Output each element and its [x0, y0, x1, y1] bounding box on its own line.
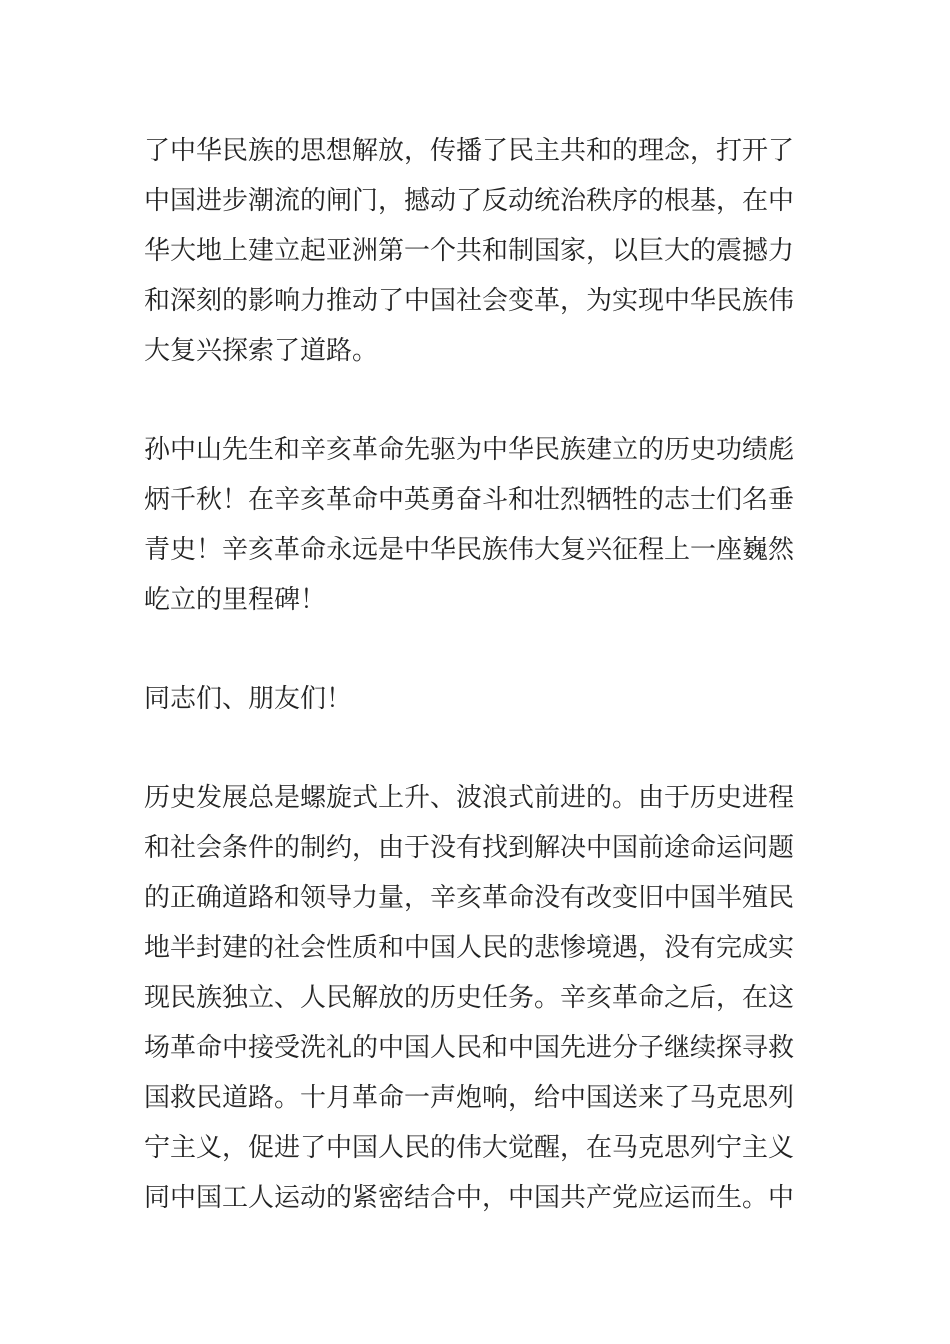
text-line: 同志们、朋友们！ [144, 684, 353, 714]
text-line: 华大地上建立起亚洲第一个共和制国家，以巨大的震撼力 [144, 236, 795, 266]
text-line: 和社会条件的制约，由于没有找到解决中国前途命运问题 [144, 833, 795, 863]
text-line: 中国进步潮流的闸门，撼动了反动统治秩序的根基，在中 [144, 186, 795, 216]
text-line: 炳千秋！在辛亥革命中英勇奋斗和壮烈牺牲的志士们名垂 [144, 485, 795, 515]
text-line: 孙中山先生和辛亥革命先驱为中华民族建立的历史功绩彪 [144, 435, 795, 465]
text-line: 现民族独立、人民解放的历史任务。辛亥革命之后，在这 [144, 983, 795, 1013]
text-line: 场革命中接受洗礼的中国人民和中国先进分子继续探寻救 [144, 1033, 795, 1063]
text-line: 大复兴探索了道路。 [144, 336, 379, 366]
text-line: 了中华民族的思想解放，传播了民主共和的理念，打开了 [144, 136, 795, 166]
text-line: 历史发展总是螺旋式上升、波浪式前进的。由于历史进程 [144, 783, 795, 813]
paragraph-2 [144, 425, 806, 625]
text-line: 国救民道路。十月革命一声炮响，给中国送来了马克思列 [144, 1083, 795, 1113]
text-line: 和深刻的影响力推动了中国社会变革，为实现中华民族伟 [144, 286, 795, 316]
text-line: 地半封建的社会性质和中国人民的悲惨境遇，没有完成实 [144, 933, 795, 963]
paragraph-spacer [144, 625, 806, 674]
paragraph-spacer [144, 376, 806, 425]
paragraph-spacer [144, 724, 806, 773]
text-line: 青史！辛亥革命永远是中华民族伟大复兴征程上一座巍然 [144, 535, 795, 565]
text-line: 宁主义，促进了中国人民的伟大觉醒，在马克思列宁主义 [144, 1133, 795, 1163]
document-body [144, 126, 806, 1223]
paragraph-3-greeting [144, 674, 806, 724]
text-line: 屹立的里程碑！ [144, 585, 327, 615]
text-line: 的正确道路和领导力量，辛亥革命没有改变旧中国半殖民 [144, 883, 795, 913]
paragraph-4 [144, 773, 806, 1223]
paragraph-1 [144, 126, 806, 376]
text-line: 同中国工人运动的紧密结合中，中国共产党应运而生。中 [144, 1183, 795, 1213]
